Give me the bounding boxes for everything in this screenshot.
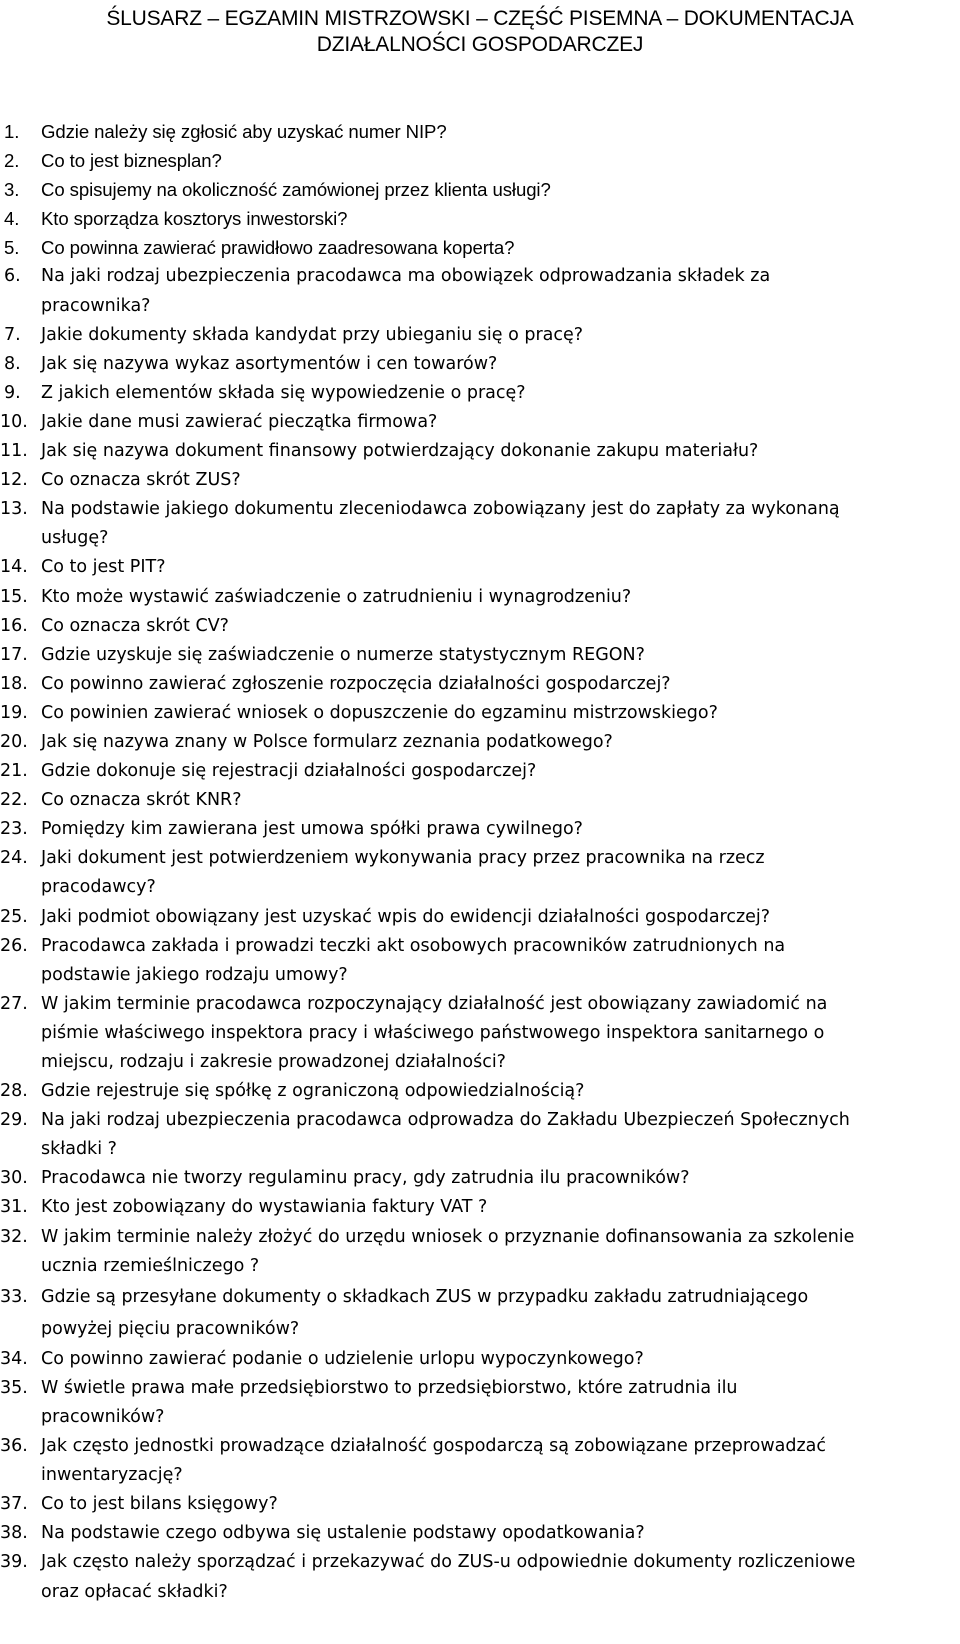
question-number: 11.	[0, 441, 28, 462]
question-text: Gdzie są przesyłane dokumenty o składkach ZUS w przypadku zakładu zatrudniającego	[41, 1286, 809, 1307]
question-item	[0, 321, 960, 350]
question-number: 35.	[0, 1377, 28, 1398]
question-text: Kto może wystawić zaświadczenie o zatrudnieniu i wynagrodzeniu?	[41, 586, 632, 607]
question-text: Gdzie rejestruje się spółkę z ograniczoną odpowiedzialnością?	[41, 1081, 585, 1102]
page-title-line-2: DZIAŁALNOŚCI GOSPODARCZEJ	[316, 33, 644, 56]
question-number: 29.	[0, 1110, 28, 1131]
question-item	[0, 204, 960, 233]
question-number: 13.	[0, 499, 28, 520]
question-item	[0, 641, 960, 670]
question-text: miejscu, rodzaju i zakresie prowadzonej działalności?	[41, 1052, 506, 1072]
question-number: 10.	[0, 411, 28, 432]
question-item	[0, 553, 960, 582]
question-item	[0, 990, 960, 1077]
question-number: 21.	[0, 761, 28, 782]
question-number: 3.	[4, 179, 20, 201]
question-number: 38.	[0, 1523, 28, 1544]
question-text: piśmie właściwego inspektora pracy i właściwego państwowego inspektora sanitarnego o	[41, 1022, 825, 1043]
question-text: podstawie jakiego rodzaju umowy?	[41, 964, 348, 985]
question-item	[0, 437, 960, 466]
question-text: Co powinna zawierać prawidłowo zaadresowana koperta?	[41, 237, 515, 259]
question-number: 18.	[0, 673, 28, 694]
question-item	[0, 350, 960, 379]
question-item	[0, 1519, 960, 1548]
question-text: ucznia rzemieślniczego ?	[41, 1255, 260, 1276]
question-text: Pomiędzy kim zawierana jest umowa spółki prawa cywilnego?	[41, 819, 583, 840]
question-text: W świetle prawa małe przedsiębiorstwo to przedsiębiorstwo, które zatrudnia ilu	[41, 1377, 738, 1398]
question-text: W jakim terminie pracodawca rozpoczynający działalność jest obowiązany zawiadomić na	[41, 993, 828, 1014]
question-text: Jakie dokumenty składa kandydat przy ubieganiu się o pracę?	[41, 324, 584, 345]
page-title	[0, 6, 960, 58]
question-item	[0, 699, 960, 728]
question-text: Jak się nazywa wykaz asortymentów i cen towarów?	[41, 353, 498, 374]
question-text: W jakim terminie należy złożyć do urzędu wniosek o przyznanie dofinansowania za szkolenie	[41, 1226, 855, 1247]
question-item	[0, 379, 960, 408]
question-number: 1.	[4, 121, 20, 142]
question-number: 22.	[0, 790, 28, 811]
question-number: 26.	[0, 935, 28, 956]
question-number: 33.	[0, 1286, 28, 1307]
question-number: 27.	[0, 993, 28, 1014]
question-text: Jaki dokument jest potwierdzeniem wykonywania pracy przez pracownika na rzecz	[41, 848, 765, 869]
question-text: Jakie dane musi zawierać pieczątka firmowa?	[41, 411, 438, 432]
question-text: Jak często należy sporządzać i przekazywać do ZUS-u odpowiednie dokumenty rozliczeniowe	[41, 1552, 856, 1573]
question-text: oraz opłacać składki?	[41, 1581, 228, 1602]
question-number: 19.	[0, 702, 28, 723]
question-number: 28.	[0, 1081, 28, 1102]
question-text: Kto sporządza kosztorys inwestorski?	[41, 208, 348, 230]
question-item	[0, 903, 960, 932]
question-text: Co powinien zawierać wniosek o dopuszczenie do egzaminu mistrzowskiego?	[41, 702, 718, 723]
question-item	[0, 728, 960, 757]
question-number: 31.	[0, 1197, 28, 1218]
question-text: Co oznacza skrót ZUS?	[41, 470, 241, 491]
question-number: 32.	[0, 1226, 28, 1247]
question-number: 25.	[0, 906, 28, 927]
question-text: Co to jest biznesplan?	[41, 150, 222, 172]
question-number: 30.	[0, 1168, 28, 1189]
question-text: Na jaki rodzaj ubezpieczenia pracodawca odprowadza do Zakładu Ubezpieczeń Społecznych	[41, 1110, 850, 1131]
question-item	[0, 1077, 960, 1106]
question-item	[0, 233, 960, 262]
question-text: Co powinno zawierać zgłoszenie rozpoczęcia działalności gospodarczej?	[41, 673, 671, 694]
question-text: Na podstawie jakiego dokumentu zleceniodawca zobowiązany jest do zapłaty za wykonaną	[41, 499, 840, 520]
question-item	[0, 1432, 960, 1490]
question-item	[0, 146, 960, 175]
question-item	[0, 757, 960, 786]
question-item	[0, 408, 960, 437]
question-number: 39.	[0, 1552, 28, 1573]
question-text: Jak się nazywa dokument finansowy potwierdzający dokonanie zakupu materiału?	[41, 441, 759, 462]
question-text: Pracodawca nie tworzy regulaminu pracy, gdy zatrudnia ilu pracowników?	[41, 1168, 690, 1189]
question-number: 17.	[0, 644, 28, 665]
question-text: powyżej pięciu pracowników?	[41, 1318, 300, 1339]
question-text: Gdzie należy się zgłosić aby uzyskać numer NIP?	[41, 121, 447, 142]
question-number: 14.	[0, 557, 28, 578]
question-item	[0, 1490, 960, 1519]
question-text: Co oznacza skrót CV?	[41, 615, 229, 636]
question-text: Co to jest bilans księgowy?	[41, 1494, 278, 1515]
question-item	[0, 1548, 960, 1606]
question-text: Co to jest PIT?	[41, 557, 166, 578]
question-item	[0, 1164, 960, 1193]
question-item	[0, 1223, 960, 1281]
question-item	[0, 1193, 960, 1222]
question-item	[0, 1106, 960, 1164]
question-number: 15.	[0, 586, 28, 607]
question-item	[0, 932, 960, 990]
question-item	[0, 117, 960, 146]
question-number: 2.	[4, 150, 20, 172]
question-number: 34.	[0, 1348, 28, 1369]
question-text: pracowników?	[41, 1406, 165, 1427]
question-item	[0, 844, 960, 902]
question-item	[0, 670, 960, 699]
question-text: Na podstawie czego odbywa się ustalenie podstawy opodatkowania?	[41, 1523, 645, 1544]
question-text: Pracodawca zakłada i prowadzi teczki akt osobowych pracowników zatrudnionych na	[41, 935, 786, 956]
question-item	[0, 786, 960, 815]
question-number: 6.	[4, 266, 21, 287]
question-text: Gdzie uzyskuje się zaświadczenie o numerze statystycznym REGON?	[41, 644, 645, 665]
question-number: 36.	[0, 1436, 28, 1457]
question-text: Co powinno zawierać podanie o udzielenie urlopu wypoczynkowego?	[41, 1348, 644, 1369]
question-text: usługę?	[41, 528, 109, 549]
question-item	[0, 583, 960, 612]
question-text: Jak się nazywa znany w Polsce formularz zeznania podatkowego?	[41, 731, 613, 752]
question-number: 12.	[0, 470, 28, 491]
question-item	[0, 262, 960, 320]
page-title-line-1: ŚLUSARZ – EGZAMIN MISTRZOWSKI – CZĘŚĆ PISEMNA – DOKUMENTACJA	[106, 7, 854, 30]
question-list	[0, 117, 960, 1607]
question-number: 7.	[4, 324, 21, 345]
question-text: Z jakich elementów składa się wypowiedzenie o pracę?	[41, 382, 526, 403]
question-text: Gdzie dokonuje się rejestracji działalności gospodarczej?	[41, 761, 537, 782]
question-text: Co spisujemy na okoliczność zamówionej przez klienta usługi?	[41, 179, 551, 201]
question-text: Jaki podmiot obowiązany jest uzyskać wpis do ewidencji działalności gospodarczej?	[41, 906, 771, 927]
question-text: pracownika?	[41, 295, 151, 316]
question-number: 37.	[0, 1494, 28, 1515]
question-text: składki ?	[41, 1139, 117, 1160]
question-item	[0, 175, 960, 204]
question-number: 16.	[0, 615, 28, 636]
question-item	[0, 815, 960, 844]
question-text: Jak często jednostki prowadzące działalność gospodarczą są zobowiązane przeprowadzać	[41, 1436, 827, 1457]
question-number: 8.	[4, 353, 21, 374]
question-text: Co oznacza skrót KNR?	[41, 790, 242, 811]
question-number: 5.	[4, 237, 20, 259]
question-text: Kto jest zobowiązany do wystawiania faktury VAT ?	[41, 1197, 488, 1218]
question-number: 23.	[0, 819, 28, 840]
question-number: 4.	[4, 208, 20, 230]
question-item	[0, 1345, 960, 1374]
question-text: inwentaryzację?	[41, 1465, 183, 1486]
question-number: 20.	[0, 731, 28, 752]
question-item	[0, 466, 960, 495]
question-number: 9.	[4, 382, 21, 403]
question-item	[0, 495, 960, 553]
question-item	[0, 612, 960, 641]
question-number: 24.	[0, 848, 28, 869]
question-text: Na jaki rodzaj ubezpieczenia pracodawca ma obowiązek odprowadzania składek za	[41, 266, 771, 287]
question-item	[0, 1281, 960, 1345]
question-text: pracodawcy?	[41, 877, 156, 898]
question-item	[0, 1374, 960, 1432]
